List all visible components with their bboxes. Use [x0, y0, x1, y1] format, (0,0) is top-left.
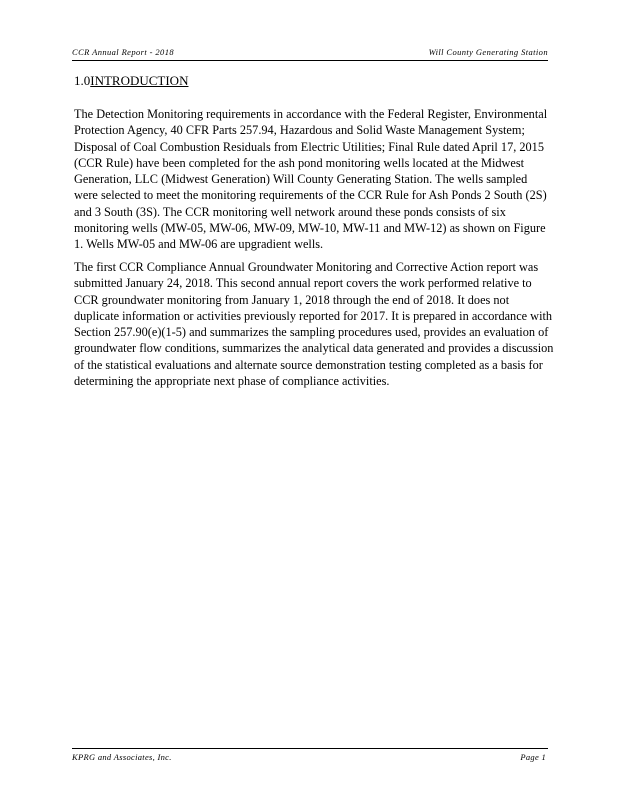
section-title: INTRODUCTION [90, 73, 189, 88]
intro-paragraph-1: The Detection Monitoring requirements in accordance with the Federal Register, Environmental Protection Agency, 40 CFR Parts 257.94, Hazardous and Solid Waste Management System; Disposal of Coal Combustion Residuals from Electric Utilities; Final Rule dated April 17, 2015 (CCR Rule) have been completed for the ash pond monitoring wells located at the Midwest Generation, LLC (Midwest Generation) Will County Generating Station. The wells sampled were selected to meet the monitoring requirements of the CCR Rule for Ash Ponds 2 South (2S) and 3 South (3S). The CCR monitoring well network around these ponds consists of six monitoring wells (MW-05, MW-06, MW-09, MW-10, MW-11 and MW-12) as shown on Figure 1. Wells MW-05 and MW-06 are upgradient wells. [74, 107, 548, 252]
footer-rule [72, 748, 548, 749]
footer-page-number: Page 1 [520, 752, 546, 762]
header-station-name: Will County Generating Station [428, 47, 548, 57]
page-footer [72, 752, 546, 762]
section-heading [74, 73, 188, 89]
footer-company: KPRG and Associates, Inc. [72, 752, 172, 762]
header-report-title: CCR Annual Report - 2018 [72, 47, 174, 57]
header-rule [72, 60, 548, 61]
section-number: 1.0 [74, 73, 91, 88]
page-header [72, 47, 548, 57]
intro-paragraph-2: The first CCR Compliance Annual Groundwater Monitoring and Corrective Action report was submitted January 24, 2018. This second annual report covers the work performed relative to CCR groundwater monitoring from January 1, 2018 through the end of 2018. It does not duplicate information or activities previously reported for 2017. It is prepared in accordance with Section 257.90(e)(1-5) and summarizes the sampling procedures used, provides an evaluation of groundwater flow conditions, summarizes the analytical data generated and provides a discussion of the statistical evaluations and alternate source demonstration testing completed as a basis for determining the appropriate next phase of compliance activities. [74, 260, 554, 389]
